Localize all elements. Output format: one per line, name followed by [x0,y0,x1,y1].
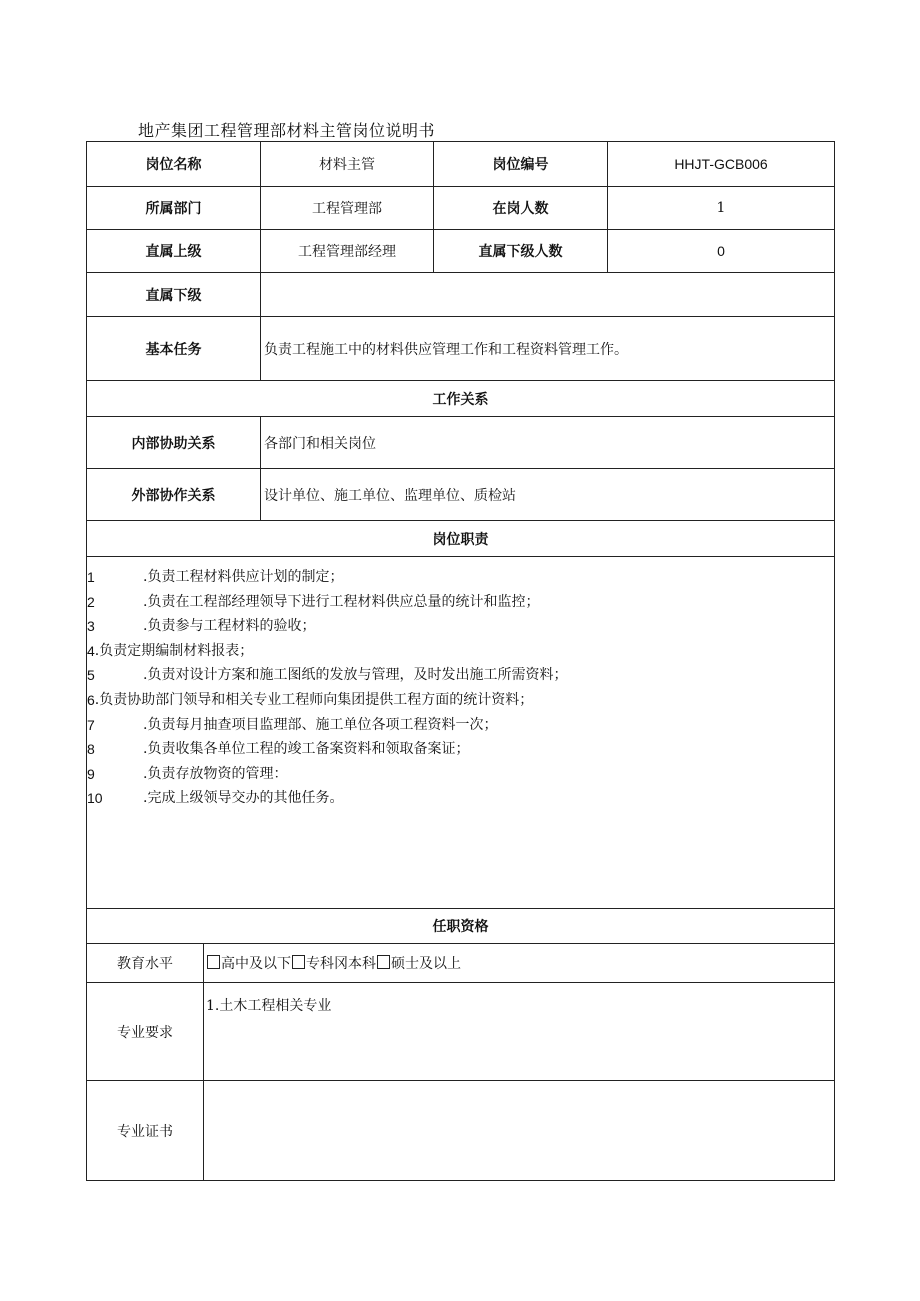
subordinate-label: 直属下级 [87,273,261,317]
duty-number: 3 [87,618,95,635]
row-subordinate [87,273,835,317]
education-label: 教育水平 [87,944,204,983]
task-label: 基本任务 [87,317,261,381]
row-task [87,317,835,381]
duty-number: 7 [87,716,95,733]
education-checkbox-specialist[interactable] [292,955,305,969]
duty-text: .负责对设计方案和施工图纸的发放与管理，及时发出施工所需资料； [143,667,568,684]
subordinate-value [261,273,835,317]
duty-text: .负责存放物资的管理： [143,765,288,782]
relations-heading: 工作关系 [87,381,835,417]
duty-item [87,565,834,590]
duty-item [87,762,834,787]
duty-text: .负责工程材料供应计划的制定； [143,569,344,585]
education-option-bachelor: 本科 [348,956,376,972]
job-description-table [86,141,835,1181]
education-options [204,944,835,983]
row-duties [87,557,835,909]
position-code-label: 岗位编号 [434,142,608,187]
external-relation-value: 设计单位、施工单位、监理单位、质检站 [261,469,835,521]
row-position [87,142,835,187]
row-internal [87,417,835,469]
row-education [87,944,835,983]
duty-text: .负责协助部门领导和相关专业工程师向集团提供工程方面的统计资料； [94,691,534,708]
education-option-master: 硕士及以上 [391,956,461,972]
duties-list [87,557,835,909]
subordinate-count-label: 直属下级人数 [434,230,608,273]
position-name-value: 材料主管 [261,142,434,187]
duty-item [87,713,834,738]
row-duties-heading [87,521,835,557]
duty-item [87,786,834,811]
duty-number: 8 [87,741,95,758]
subordinate-count-value: 0 [608,230,835,273]
education-checkbox-master[interactable] [377,955,390,969]
duty-text: .完成上级领导交办的其他任务。 [143,790,344,807]
task-value: 负责工程施工中的材料供应管理工作和工程资料管理工作。 [261,317,835,381]
cert-value [204,1081,835,1181]
major-label: 专业要求 [87,983,204,1081]
duty-number: 10 [87,790,103,807]
duty-text: .负责参与工程材料的验收； [143,618,316,635]
duty-text: .负责定期编制材料报表； [94,642,254,659]
internal-relation-label: 内部协助关系 [87,417,261,469]
qualifications-heading: 任职资格 [87,909,835,944]
position-code-value: HHJT-GCB006 [608,142,835,187]
headcount-value: 1 [608,187,835,230]
duties-heading: 岗位职责 [87,521,835,557]
education-checkbox-highschool[interactable] [207,955,220,969]
duty-number: 5 [87,667,95,684]
row-relations-heading [87,381,835,417]
external-relation-label: 外部协作关系 [87,469,261,521]
duty-item [87,688,834,713]
row-external [87,469,835,521]
row-cert [87,1081,835,1181]
education-option-highschool: 高中及以下 [221,956,291,972]
major-value: 1.土木工程相关专业 [204,983,835,1081]
duty-item [87,663,834,688]
position-name-label: 岗位名称 [87,142,261,187]
internal-relation-value: 各部门和相关岗位 [261,417,835,469]
duty-item [87,737,834,762]
duty-item [87,590,834,615]
duty-text: .负责每月抽查项目监理部、施工单位各项工程资料一次； [143,716,498,733]
duty-number: 2 [87,593,95,610]
superior-label: 直属上级 [87,230,261,273]
headcount-label: 在岗人数 [434,187,608,230]
duty-number: 1 [87,569,95,585]
education-joiner: 冈 [334,956,348,972]
superior-value: 工程管理部经理 [261,230,434,273]
department-value: 工程管理部 [261,187,434,230]
duty-item [87,614,834,639]
duty-number: 4 [87,642,95,659]
row-department [87,187,835,230]
duty-text: .负责在工程部经理领导下进行工程材料供应总量的统计和监控； [143,593,540,610]
cert-label: 专业证书 [87,1081,204,1181]
duty-item [87,639,834,664]
row-major [87,983,835,1081]
duty-number: 9 [87,765,95,782]
duty-number: 6 [87,691,95,708]
row-superior [87,230,835,273]
row-qualifications-heading [87,909,835,944]
department-label: 所属部门 [87,187,261,230]
document-title: 地产集团工程管理部材料主管岗位说明书 [138,121,436,140]
duty-text: .负责收集各单位工程的竣工备案资料和领取备案证； [143,741,470,758]
education-option-specialist: 专科 [306,956,334,972]
